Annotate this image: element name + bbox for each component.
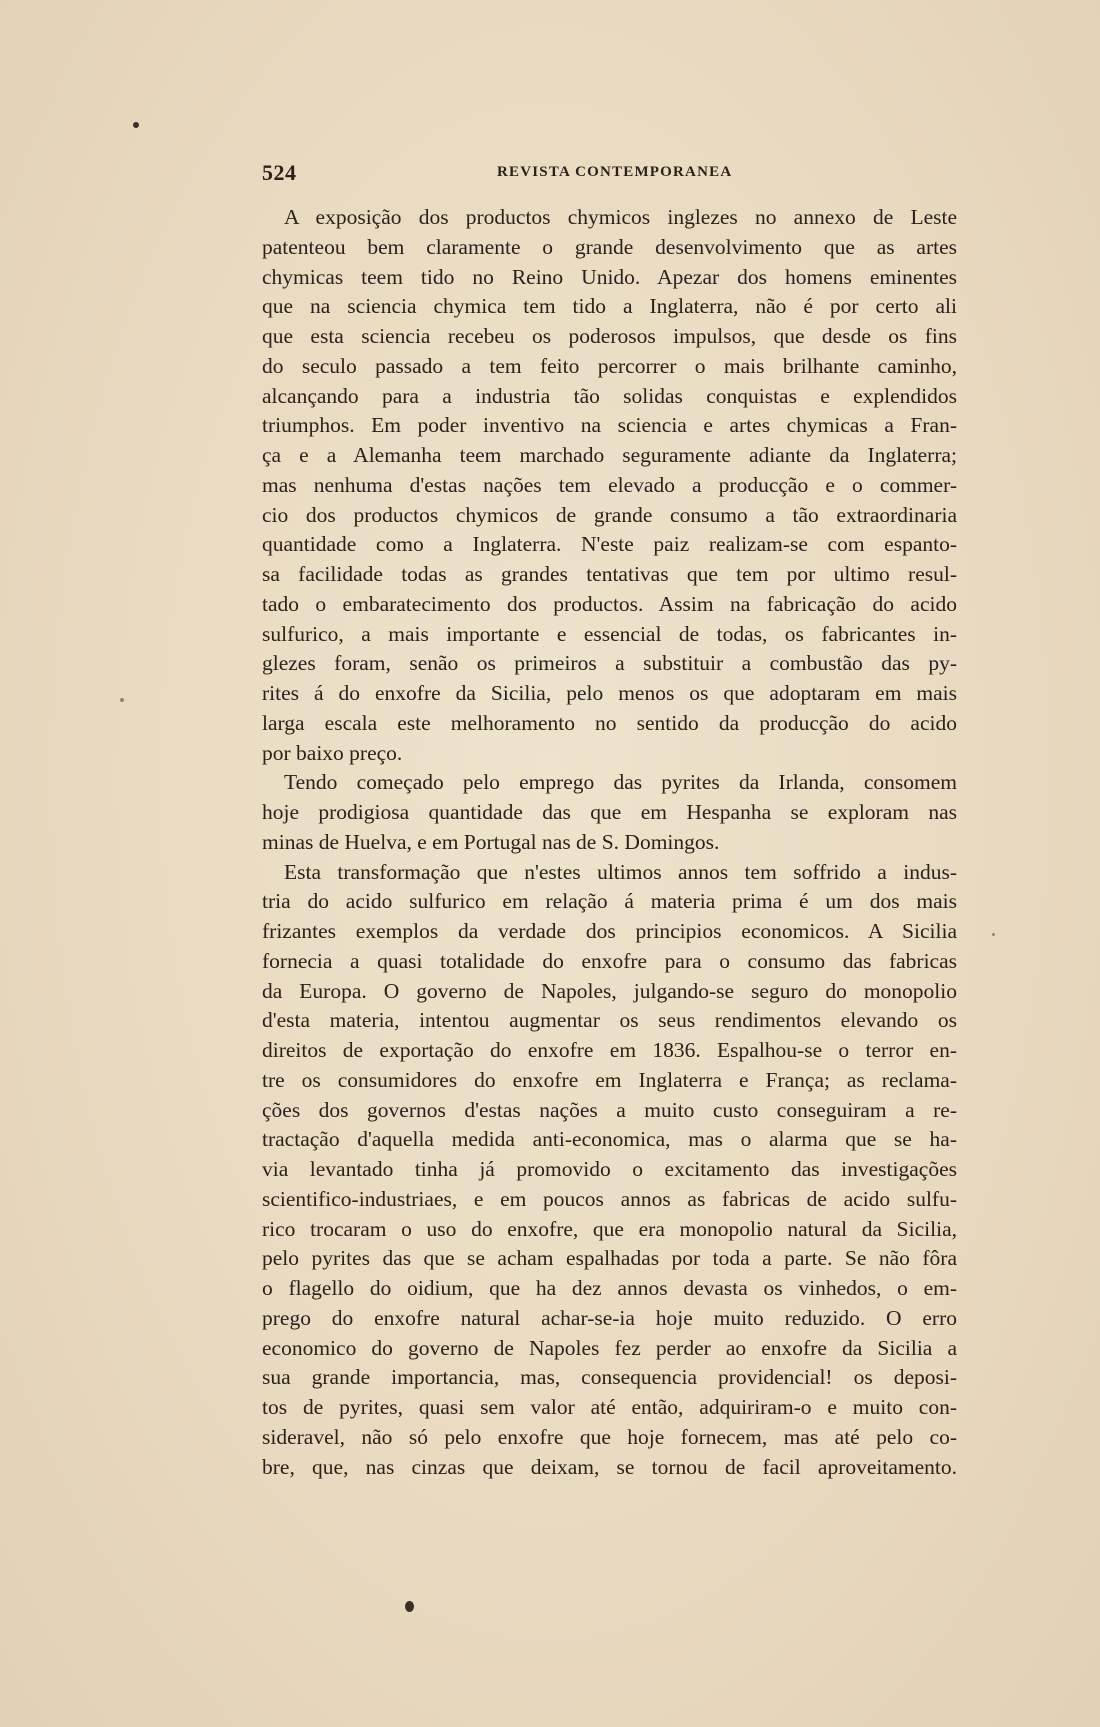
running-head: REVISTA CONTEMPORANEA bbox=[497, 164, 733, 180]
paper-speck bbox=[120, 698, 124, 702]
text-line: tado o embaratecimento dos productos. Assim na fabricação do acido bbox=[262, 591, 957, 616]
page-header bbox=[262, 160, 962, 188]
text-line: sulfurico, a mais importante e essencial de todas, os fabricantes in- bbox=[262, 621, 957, 646]
text-line: scientifico-industriaes, e em poucos annos as fabricas de acido sulfu- bbox=[262, 1186, 957, 1211]
paper-speck bbox=[992, 933, 995, 936]
page-number: 524 bbox=[262, 160, 297, 185]
text-line: bre, que, nas cinzas que deixam, se tornou de facil aproveitamento. bbox=[262, 1454, 957, 1479]
text-line: ça e a Alemanha teem marchado seguramente adiante da Inglaterra; bbox=[262, 443, 957, 467]
text-line: tractação d'aquella medida anti-economica, mas o alarma que se ha- bbox=[262, 1127, 957, 1152]
text-line: rico trocaram o uso do enxofre, que era monopolio natural da Sicilia, bbox=[262, 1216, 957, 1241]
text-line: A exposição dos productos chymicos inglezes no annexo de Leste bbox=[284, 205, 957, 229]
body-text bbox=[262, 203, 957, 1482]
text-line: frizantes exemplos da verdade dos principios economicos. A Sicilia bbox=[262, 919, 957, 943]
text-line: tria do acido sulfurico em relação á materia prima é um dos mais bbox=[262, 889, 957, 914]
text-line: chymicas teem tido no Reino Unido. Apezar dos homens eminentes bbox=[262, 264, 957, 289]
text-line: minas de Huelva, e em Portugal nas de S. Domingos. bbox=[262, 829, 720, 854]
paper-speck bbox=[133, 122, 139, 128]
text-line: via levantado tinha já promovido o excitamento das investigações bbox=[262, 1157, 957, 1181]
text-line: direitos de exportação do enxofre em 1836. Espalhou-se o terror en- bbox=[262, 1038, 957, 1062]
text-line: mas nenhuma d'estas nações tem elevado a producção e o commer- bbox=[262, 472, 957, 497]
text-line: que na sciencia chymica tem tido a Inglaterra, não é por certo ali bbox=[262, 294, 957, 319]
text-line: fornecia a quasi totalidade do enxofre para o consumo das fabricas bbox=[262, 948, 957, 973]
text-line: Esta transformação que n'estes ultimos annos tem soffrido a indus- bbox=[284, 859, 957, 884]
text-line: quantidade como a Inglaterra. N'este paiz realizam-se com espanto- bbox=[262, 532, 957, 557]
text-line: prego do enxofre natural achar-se-ia hoje muito reduzido. O erro bbox=[262, 1305, 957, 1330]
paper-speck bbox=[405, 1601, 414, 1612]
text-line: glezes foram, senão os primeiros a substituir a combustão das py- bbox=[262, 651, 957, 676]
text-line: por baixo preço. bbox=[262, 740, 403, 765]
text-line: larga escala este melhoramento no sentido da producção do acido bbox=[262, 710, 957, 735]
text-line: d'esta materia, intentou augmentar os seus rendimentos elevando os bbox=[262, 1008, 957, 1033]
text-line: triumphos. Em poder inventivo na sciencia e artes chymicas a Fran- bbox=[262, 413, 957, 438]
text-line: sua grande importancia, mas, consequencia providencial! os deposi- bbox=[262, 1365, 957, 1390]
text-line: cio dos productos chymicos de grande consumo a tão extraordinaria bbox=[262, 502, 957, 527]
text-line: pelo pyrites das que se acham espalhadas por toda a parte. Se não fôra bbox=[262, 1246, 957, 1271]
text-line: do seculo passado a tem feito percorrer o mais brilhante caminho, bbox=[262, 353, 957, 378]
text-line: rites á do enxofre da Sicilia, pelo menos os que adoptaram em mais bbox=[262, 681, 957, 705]
text-line: patenteou bem claramente o grande desenvolvimento que as artes bbox=[262, 234, 957, 259]
text-line: tos de pyrites, quasi sem valor até então, adquiriram-o e muito con- bbox=[262, 1395, 957, 1419]
text-line: sideravel, não só pelo enxofre que hoje fornecem, mas até pelo co- bbox=[262, 1424, 957, 1449]
text-line: da Europa. O governo de Napoles, julgando-se seguro do monopolio bbox=[262, 978, 957, 1003]
text-line: sa facilidade todas as grandes tentativas que tem por ultimo resul- bbox=[262, 562, 957, 586]
text-line: economico do governo de Napoles fez perder ao enxofre da Sicilia a bbox=[262, 1335, 957, 1360]
text-line: ções dos governos d'estas nações a muito custo conseguiram a re- bbox=[262, 1097, 957, 1122]
text-line: tre os consumidores do enxofre em Inglaterra e França; as reclama- bbox=[262, 1067, 957, 1092]
text-line: alcançando para a industria tão solidas conquistas e explendidos bbox=[262, 383, 957, 408]
text-line: Tendo começado pelo emprego das pyrites da Irlanda, consomem bbox=[284, 770, 957, 795]
text-line: hoje prodigiosa quantidade das que em Hespanha se exploram nas bbox=[262, 800, 957, 824]
text-line: que esta sciencia recebeu os poderosos impulsos, que desde os fins bbox=[262, 324, 957, 348]
text-line: o flagello do oidium, que ha dez annos devasta os vinhedos, o em- bbox=[262, 1276, 957, 1300]
